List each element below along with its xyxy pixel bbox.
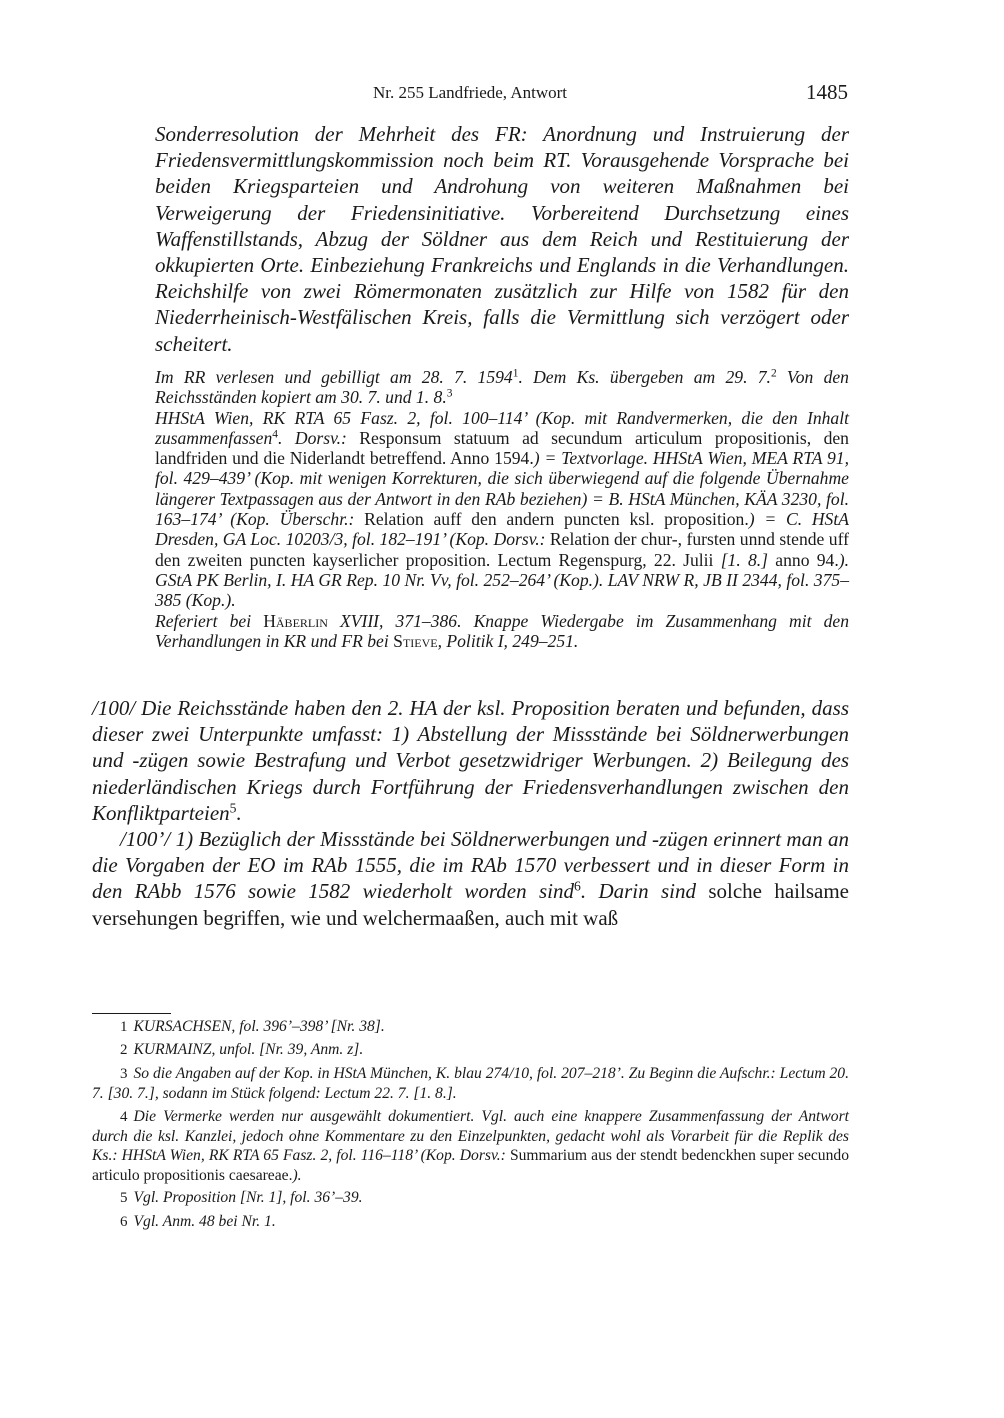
page-header: [92, 80, 848, 108]
reading-note: Im RR verlesen und gebilligt am 28. 7. 1594$^1$. Dem Ks. übergeben am 29. 7.$^2$ Von den Reichsständen kopiert am 30. 7. und 1. 8.$^3$: [155, 367, 849, 408]
running-title: Nr. 255 Landfriede, Antwort: [372, 83, 568, 102]
footnote: 4 Die Vermerke werden nur ausgewählt dokumentiert. Vgl. auch eine knappere Zusammenfassung der Antwort durch die ksl. Kanzlei, jedoch ohne Kommentare zu den Einzelpunkten, gedacht wohl als Vorarbeit für die Replik des Ks.: HHStA Wien, RK RTA 65 Fasz. 2, fol. 116–118’ (Kop. Dorsv.: Summarium aus der stendt bedenckhen super secundo articulo propositionis caesareae.).: [92, 1107, 849, 1184]
footnote: 5 Vgl. Proposition [Nr. 1], fol. 36’–39.: [120, 1189, 363, 1207]
document-summary: Sonderresolution der Mehrheit des FR: Anordnung und Instruierung der Friedensvermittlungskommission noch beim RT. Vorausgehende Vorsprache bei beiden Kriegsparteien und Androhung von weiteren Maßnahmen bei Verweigerung der Friedensinitiative. Vorbereitend Durchsetzung eines Waffenstillstands, Abzug der Söldner aus dem Reich und Restituierung der okkupierten Orte. Einbeziehung Frankreichs und Englands in die Verhandlungen. Reichshilfe von zwei Römermonaten zusätzlich zur Hilfe von 1582 für den Niederrheinisch-Westfälischen Kreis, falls die Vermittlung sich verzögert oder scheitert.: [155, 122, 849, 356]
footnote: 1 KURSACHSEN, fol. 396’–398’ [Nr. 38].: [120, 1018, 385, 1035]
page-number: 1485: [806, 80, 848, 104]
footnote: 6 Vgl. Anm. 48 bei Nr. 1.: [120, 1212, 276, 1230]
archival-sources: HHStA Wien, RK RTA 65 Fasz. 2, fol. 100–114’ (Kop. mit Randvermerken, die den Inhalt zusammenfassen$^4$. Dorsv.: Responsum statuum ad secundum articulum propositionis, den landfriden und die Niderlandt betreffend. Anno 1594.) = Textvorlage. HHStA Wien, MEA RTA 91, fol. 429–439’ (Kop. mit wenigen Korrekturen, die sich überwiegend auf die folgende Übernahme längerer Textpassagen aus der Antwort in den RAb beziehen) = B. HStA München, KÄA 3230, fol. 163–174’ (Kop. Überschr.: Relation auff den andern puncten ksl. proposition.) = C. HStA Dresden, GA Loc. 10203/3, fol. 182–191’ (Kop. Dorsv.: Relation der chur-, fursten unnd stende uff den zweiten puncten kayserlicher proposition. Lectum Regenspurg, 22. Julii [1. 8.] anno 94.). GStA PK Berlin, I. HA GR Rep. 10 Nr. Vv, fol. 252–264’ (Kop.). LAV NRW R, JB II 2344, fol. 375–385 (Kop.).: [155, 407, 850, 611]
footnote: 3 So die Angaben auf der Kop. in HStA München, K. blau 274/10, fol. 207–218’. Zu Beginn die Aufschr.: Lectum 20. 7. [30. 7.], sodann im Stück folgend: Lectum 22. 7. [1. 8.].: [92, 1064, 849, 1103]
main-paragraph: /100/ Die Reichsstände haben den 2. HA der ksl. Proposition beraten und befunden, dass dieser zwei Unterpunkte umfasst: 1) Abstellung der Missstände bei Söldnerwerbungen und -zügen sowie Bestrafung und Verbot gesetzwidriger Werbungen. 2) Beilegung des niederländischen Kriegs durch Fortführung der Friedensverhandlungen zwischen den Konfliktparteien$^5$.: [92, 696, 849, 825]
source-apparatus: [155, 367, 849, 651]
footnote-divider: [92, 1013, 171, 1014]
footnotes: [92, 1017, 849, 1235]
main-text: [92, 695, 849, 931]
footnote: 2 KURMAINZ, unfol. [Nr. 39, Anm. z].: [120, 1041, 364, 1059]
literature-references: Referiert bei Häberlin XVIII, 371–386. Knappe Wiedergabe im Zusammenhang mit den Verhandlungen in KR und FR bei Stieve, Politik I, 249–251.: [155, 610, 849, 651]
main-paragraph: /100’/ 1) Bezüglich der Missstände bei Söldnerwerbungen und -zügen erinnert man an die Vorgaben der EO im RAb 1555, die im RAb 1570 verbessert und in dieser Form in den RAbb 1576 sowie 1582 wiederholt worden sind$^6$. Darin sind solche hailsame versehungen begriffen, wie und welchermaaßen, auch mit waß: [92, 827, 849, 930]
